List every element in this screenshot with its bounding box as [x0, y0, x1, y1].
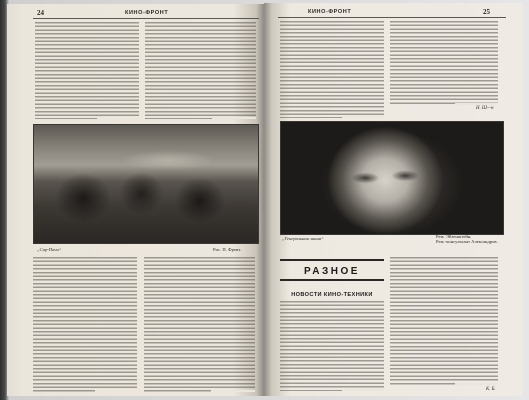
signature: Н. Ш—н: [476, 106, 494, 111]
header-rule: [33, 18, 259, 19]
text-column: [280, 301, 384, 391]
running-head: КИНО-ФРОНТ: [125, 10, 169, 16]
text-column: [280, 21, 384, 118]
text-column: [145, 22, 256, 119]
section-heading-box: [280, 259, 384, 281]
signature: К. Б.: [486, 387, 496, 392]
text-column: [35, 22, 139, 119]
page-number: 25: [483, 8, 490, 16]
text-column: [390, 21, 498, 105]
figure-caption-credit: Рис. П. Фреих: [213, 247, 241, 252]
figure-caption-title: „Сар-Пачи“: [37, 247, 62, 252]
article-title: НОВОСТИ КИНО-ТЕХНИКИ: [291, 292, 373, 298]
right-page: [264, 3, 523, 396]
figure-caption-credit: Реж. Эйзенштейн,: [436, 234, 472, 239]
left-page: [7, 4, 264, 396]
figure-caption-title: „Генеральная линия“: [282, 236, 324, 241]
text-column: [144, 257, 255, 392]
film-still-photo: [33, 124, 259, 244]
figure-caption-credit: Реж.-консультант Александров.: [436, 239, 498, 244]
section-heading: РАЗНОЕ: [304, 266, 360, 277]
film-still-photo: [280, 121, 504, 235]
page-number: 24: [37, 9, 44, 17]
text-column: [390, 257, 498, 385]
running-head: КИНО-ФРОНТ: [308, 9, 352, 15]
text-column: [33, 257, 137, 392]
header-rule: [278, 17, 506, 18]
